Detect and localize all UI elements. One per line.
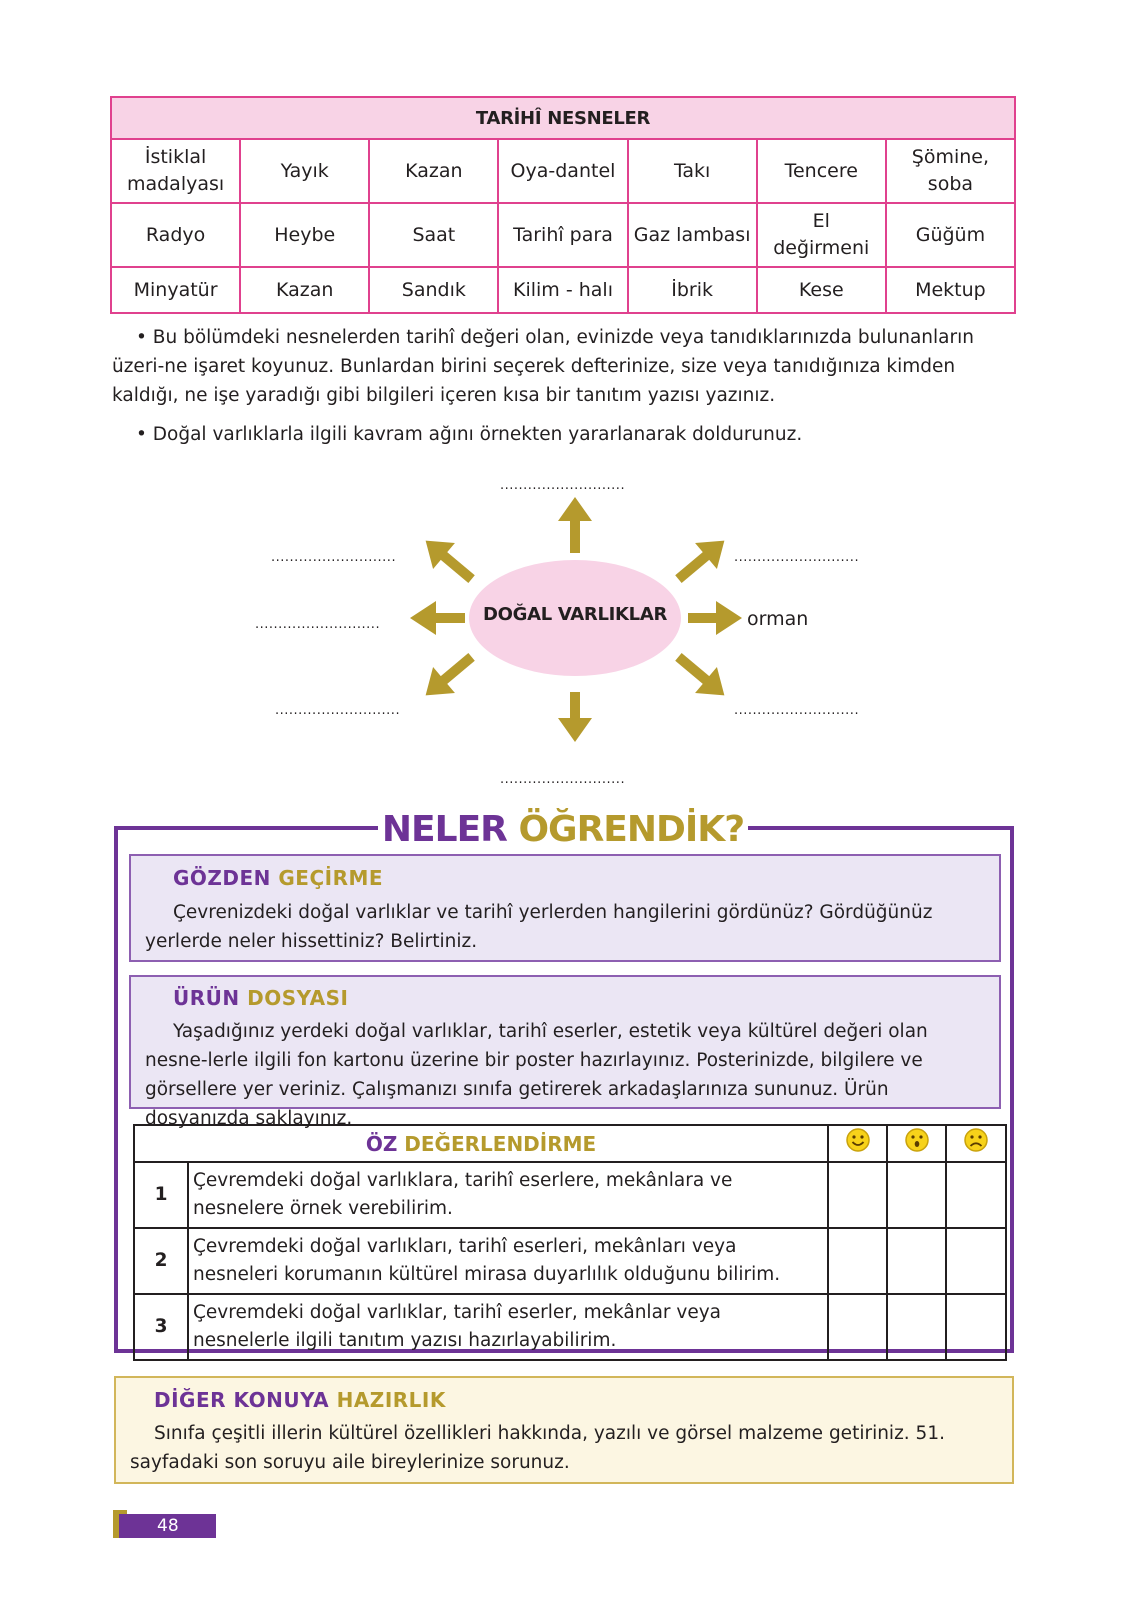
item-number: 3 (134, 1294, 188, 1360)
table-cell: Kazan (369, 139, 498, 203)
table-cell: Yayık (240, 139, 369, 203)
table-cell: El değirmeni (757, 203, 886, 267)
table-cell: Minyatür (111, 267, 240, 313)
happy-face-icon (828, 1125, 887, 1162)
table-cell: Şömine, soba (886, 139, 1015, 203)
item-text: Çevremdeki doğal varlıkları, tarihî eserleri, mekânları veya nesneleri korumanın kültürel mirasa duyarlılık olduğunu bilirim. (188, 1228, 828, 1294)
urun-dosyasi-box (129, 975, 1001, 1129)
concept-map (0, 0, 1134, 800)
page-number: 48 (119, 1514, 216, 1538)
rating-cell-sad[interactable] (946, 1162, 1006, 1228)
table-cell: Gaz lambası (628, 203, 757, 267)
table-cell: Kazan (240, 267, 369, 313)
concept-map-center-label: DOĞAL VARLIKLAR (482, 604, 668, 625)
arrow-up-right-icon (667, 528, 735, 593)
rating-cell-happy[interactable] (828, 1162, 887, 1228)
title-part-2: ÖĞRENDİK? (518, 809, 745, 850)
table-cell: Radyo (111, 203, 240, 267)
title-part-1: NELER (381, 809, 507, 850)
gozden-gecirme-box (129, 854, 1001, 962)
urun-dosyasi-text: Yaşadığınız yerdeki doğal varlıklar, tarihî eserler, estetik veya kültürel değeri olan nesne-lerle ilgili fon kartonu üzerine bir poster hazırlayınız. Posterinizde, bilgilere ve görsellere yer veriniz. Çalışmanızı sınıfa getirerek arkadaşlarınıza sununuz. Ürün dosyanızda saklayınız. (145, 1021, 928, 1129)
blank-top-right[interactable]: ........................... (734, 550, 860, 565)
blank-top-left[interactable]: ........................... (271, 550, 397, 565)
instruction-paragraph-2: • Doğal varlıklarla ilgili kavram ağını örnekten yararlanarak doldurunuz. (136, 424, 803, 445)
table-cell: Kilim - halı (498, 267, 627, 313)
table-row (134, 1228, 1006, 1294)
arrow-up-icon (558, 497, 592, 553)
diger-konuya-text: Sınıfa çeşitli illerin kültürel özellikleri hakkında, yazılı ve görsel malzeme getiriniz. 51. sayfadaki son soruyu aile bireylerinize sorunuz. (130, 1423, 945, 1473)
table-cell: Güğüm (886, 203, 1015, 267)
table-title: TARİHÎ NESNELER (111, 97, 1015, 139)
self-assessment-heading (134, 1125, 828, 1162)
rating-cell-happy[interactable] (828, 1294, 887, 1360)
instruction-paragraph-1: • Bu bölümdeki nesnelerden tarihî değeri olan, evinizde veya tanıdıklarınızda bulunanların üzeri-ne işaret koyunuz. Bunlardan birini seçerek defterinize, size veya tanıdığınıza kimden kaldığı, ne işe yaradığı gibi bilgileri içeren kısa bir tanıtım yazısı yazınız. (112, 327, 974, 406)
blank-bottom-left[interactable]: ........................... (275, 703, 401, 718)
table-row (134, 1162, 1006, 1228)
table-row (134, 1294, 1006, 1360)
blank-bottom[interactable]: ........................... (500, 772, 626, 787)
gozden-gecirme-text: Çevrenizdeki doğal varlıklar ve tarihî yerlerden hangilerini gördünüz? Gördüğünüz yerlerde neler hissettiniz? Belirtiniz. (145, 902, 933, 952)
heading-part-2: HAZIRLIK (336, 1388, 446, 1412)
table-cell: Tarihî para (498, 203, 627, 267)
diger-konuya-heading (154, 1388, 446, 1412)
rating-cell-sad[interactable] (946, 1294, 1006, 1360)
heading-part-2: DEĞERLENDİRME (404, 1131, 597, 1156)
blank-bottom-right[interactable]: ........................... (734, 703, 860, 718)
table-cell: Heybe (240, 203, 369, 267)
heading-part-1: ÖZ (365, 1131, 398, 1156)
item-number: 2 (134, 1228, 188, 1294)
self-assessment-table (133, 1124, 1007, 1361)
rating-cell-surprised[interactable] (887, 1228, 946, 1294)
item-text: Çevremdeki doğal varlıklar, tarihî eserler, mekânlar veya nesnelerle ilgili tanıtım yazısı hazırlayabilirim. (188, 1294, 828, 1360)
neler-ogrendik-title (378, 800, 748, 860)
table-cell: Takı (628, 139, 757, 203)
gozden-gecirme-heading (173, 866, 383, 890)
table-cell: Sandık (369, 267, 498, 313)
table-cell: Saat (369, 203, 498, 267)
heading-part-2: DOSYASI (247, 986, 349, 1010)
urun-dosyasi-heading (173, 986, 349, 1010)
heading-part-2: GEÇİRME (278, 866, 384, 890)
heading-part-1: GÖZDEN (173, 866, 271, 890)
blank-top[interactable]: ........................... (500, 478, 626, 493)
blank-left[interactable]: ........................... (255, 617, 381, 632)
sad-face-icon (946, 1125, 1006, 1162)
rating-cell-surprised[interactable] (887, 1162, 946, 1228)
arrow-down-left-icon (415, 644, 483, 709)
item-number: 1 (134, 1162, 188, 1228)
table-cell: Kese (757, 267, 886, 313)
table-cell: Mektup (886, 267, 1015, 313)
surprised-face-icon (887, 1125, 946, 1162)
rating-cell-happy[interactable] (828, 1228, 887, 1294)
diger-konuya-hazirlik-box (114, 1376, 1014, 1484)
heading-part-1: DİĞER KONUYA (154, 1388, 330, 1412)
arrow-right-icon (688, 601, 742, 635)
item-text: Çevremdeki doğal varlıklara, tarihî eserlere, mekânlara ve nesnelere örnek verebilirim. (188, 1162, 828, 1228)
arrow-down-right-icon (667, 644, 735, 709)
heading-part-1: ÜRÜN (173, 986, 240, 1010)
rating-cell-surprised[interactable] (887, 1294, 946, 1360)
table-cell: Oya-dantel (498, 139, 627, 203)
arrow-left-icon (410, 601, 465, 635)
table-cell: Tencere (757, 139, 886, 203)
arrow-up-left-icon (415, 528, 483, 593)
table-cell: İstiklal madalyası (111, 139, 240, 203)
table-cell: İbrik (628, 267, 757, 313)
concept-map-example: orman (747, 608, 809, 630)
arrow-down-icon (558, 692, 592, 742)
rating-cell-sad[interactable] (946, 1228, 1006, 1294)
